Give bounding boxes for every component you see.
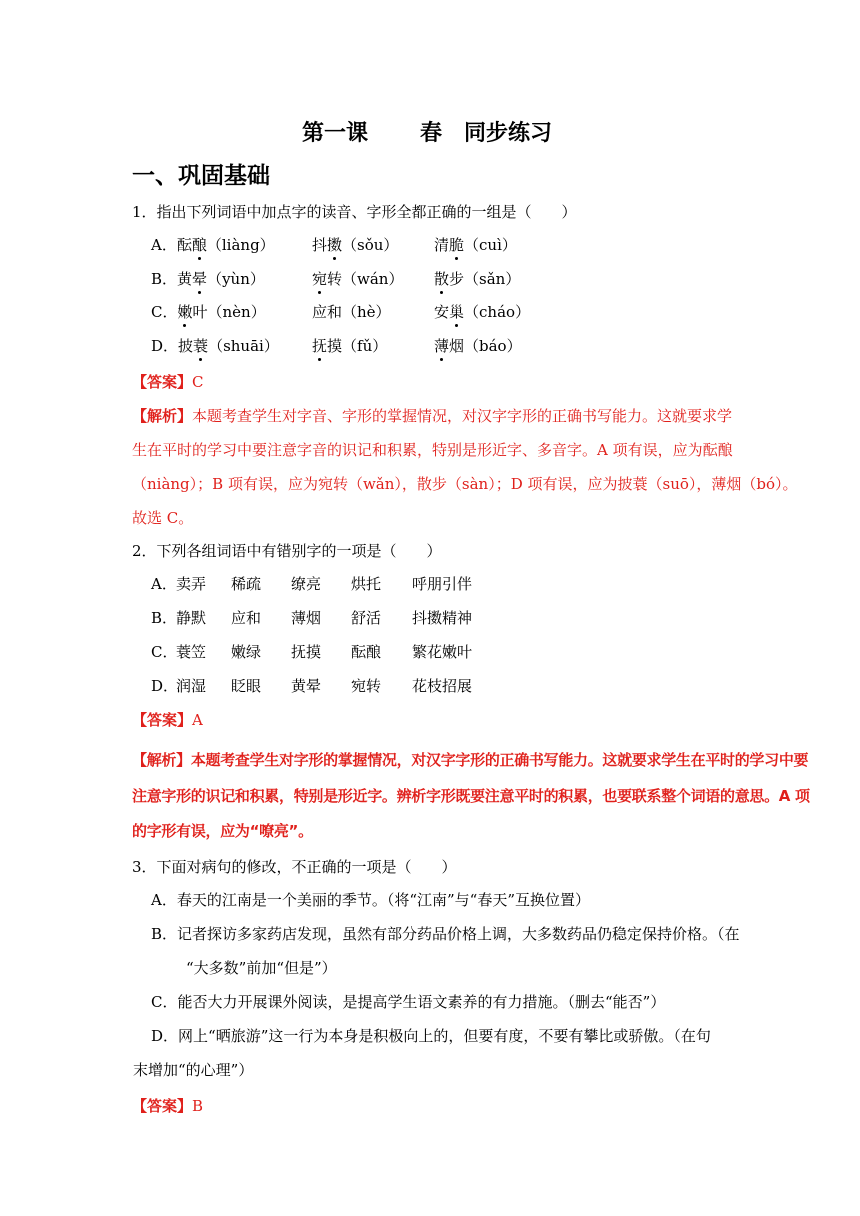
q3-option-b: B．记者探访多家药店发现，虽然有部分药品价格上调，大多数药品仍稳定保持价格。（在 xyxy=(151,925,740,943)
title-text: 春 xyxy=(420,121,443,146)
q1-option-b-word2: 宛转（wán） xyxy=(312,270,404,288)
q2-answer: 【答案】A xyxy=(132,711,203,729)
q1-option-a-word2: 抖擞（sǒu） xyxy=(312,236,399,254)
q2-explanation-line-1: 【解析】本题考查学生对字形的掌握情况，对汉字字形的正确书写能力。这就要求学生在平时的学习中要 xyxy=(132,751,809,769)
q3-option-d: D．网上“晒旅游”这一行为本身是积极向上的，但要有度，不要有攀比或骄傲。（在句 xyxy=(151,1027,711,1045)
q2-c-w2: 嫩绿 xyxy=(231,643,262,661)
q1-option-c: C．嫩叶（nèn） xyxy=(151,303,266,321)
q3-option-d-cont: 末增加“的心理”） xyxy=(133,1061,254,1079)
q2-a-w3: 缭亮 xyxy=(291,575,322,593)
q2-option-b: B． xyxy=(151,609,178,627)
q2-d-w3: 黄晕 xyxy=(291,677,322,695)
section-heading: 一、巩固基础 xyxy=(132,163,270,189)
q2-a-w5: 呼朋引伴 xyxy=(412,575,473,593)
q1-option-d-word2: 抚摸（fǔ） xyxy=(312,337,388,355)
q1-option-b-word3: 散步（sǎn） xyxy=(434,270,521,288)
q2-d-w1: 润湿 xyxy=(176,677,207,695)
q2-b-w2: 应和 xyxy=(231,609,262,627)
q1-explanation-line-4: 故选 C。 xyxy=(132,509,194,527)
q2-option-c: C． xyxy=(151,643,178,661)
q2-c-w3: 抚摸 xyxy=(291,643,322,661)
q1-option-c-word3: 安巢（cháo） xyxy=(434,303,531,321)
page-title xyxy=(302,116,552,147)
q1-option-d-word3: 薄烟（báo） xyxy=(434,337,522,355)
question-2-stem: 2．下列各组词语中有错别字的一项是（ ） xyxy=(132,542,442,560)
q2-option-d: D． xyxy=(151,677,179,695)
q1-explanation-line-1: 【解析】本题考查学生对字音、字形的掌握情况，对汉字字形的正确书写能力。这就要求学 xyxy=(132,407,733,425)
q1-option-d: D．披蓑（shuāi） xyxy=(151,337,279,355)
q1-explanation-line-3: （niàng）；B 项有误，应为宛转（wǎn），散步（sàn）；D 项有误，应为披蓑（suō），薄烟（bó）。 xyxy=(132,475,798,493)
q1-option-c-word2: 应和（hè） xyxy=(312,303,391,321)
q2-c-w5: 繁花嫩叶 xyxy=(412,643,473,661)
q1-answer: 【答案】C xyxy=(132,373,204,391)
title-lesson: 第一课 xyxy=(302,121,369,146)
q1-option-b: B．黄晕（yùn） xyxy=(151,270,265,288)
q2-c-w4: 酝酿 xyxy=(351,643,382,661)
q1-option-a: A．酝酿（liàng） xyxy=(151,236,275,254)
q2-explanation-line-3: 的字形有误，应为“嘹亮”。 xyxy=(132,822,313,840)
q1-explanation-line-2: 生在平时的学习中要注意字音的识记和积累，特别是形近字、多音字。A 项有误，应为酝酿 xyxy=(132,441,733,459)
q3-answer: 【答案】B xyxy=(132,1097,204,1115)
q2-b-w5: 抖擞精神 xyxy=(412,609,473,627)
question-1-stem: 1．指出下列词语中加点字的读音、字形全都正确的一组是（ ） xyxy=(132,203,577,221)
q2-b-w3: 薄烟 xyxy=(291,609,322,627)
q3-option-c: C．能否大力开展课外阅读，是提高学生语文素养的有力措施。（删去“能否”） xyxy=(151,993,666,1011)
q2-a-w2: 稀疏 xyxy=(231,575,262,593)
q1-option-a-word3: 清脆（cuì） xyxy=(434,236,517,254)
q2-d-w4: 宛转 xyxy=(351,677,382,695)
question-3-stem: 3．下面对病句的修改，不正确的一项是（ ） xyxy=(132,858,457,876)
q2-d-w2: 眨眼 xyxy=(231,677,262,695)
title-suffix: 同步练习 xyxy=(464,121,553,146)
q2-b-w1: 静默 xyxy=(176,609,207,627)
q2-c-w1: 蓑笠 xyxy=(176,643,207,661)
q2-a-w4: 烘托 xyxy=(351,575,382,593)
q2-b-w4: 舒活 xyxy=(351,609,382,627)
q3-option-a: A．春天的江南是一个美丽的季节。（将“江南”与“春天”互换位置） xyxy=(151,891,591,909)
q2-explanation-line-2: 注意字形的识记和积累，特别是形近字。辨析字形既要注意平时的积累，也要联系整个词语的意思。A 项 xyxy=(132,787,810,805)
q3-option-b-cont: “大多数”前加“但是”） xyxy=(186,959,337,977)
q2-option-a: A． xyxy=(151,575,177,593)
q2-d-w5: 花枝招展 xyxy=(412,677,473,695)
q2-a-w1: 卖弄 xyxy=(176,575,207,593)
